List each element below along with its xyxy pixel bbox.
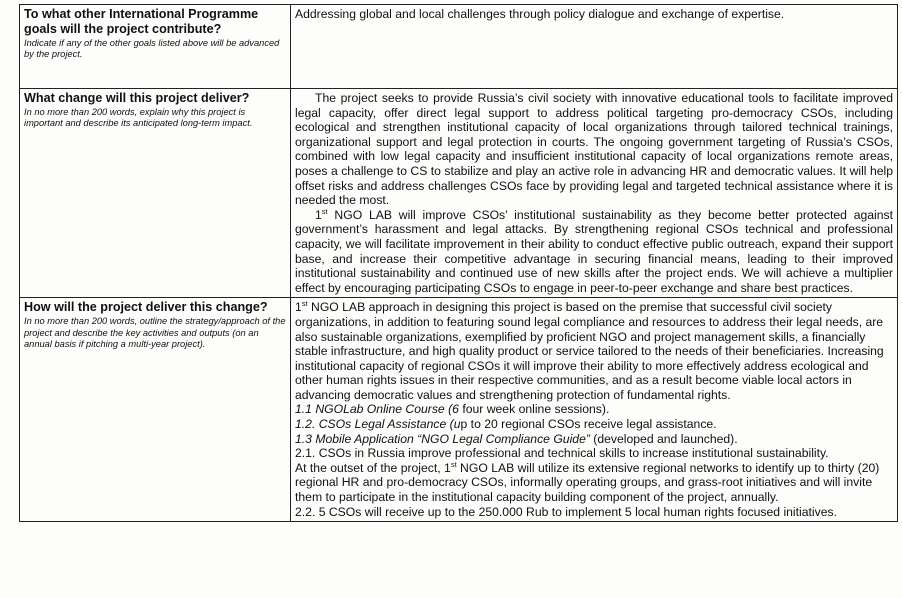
question-cell <box>20 298 291 522</box>
activity-text: p to 20 regional CSOs receive legal assistance. <box>460 417 717 432</box>
table-row <box>20 298 898 522</box>
table-row <box>20 89 898 298</box>
activity-item <box>295 417 893 432</box>
paragraph-text: NGO LAB approach in designing this project is based on the premise that successful civil society organizations, in addition to featuring sound legal compliance and resources to address their legal needs, are also sustainable organizations, exemplified by proficient NGO and project management skills, a financially stable infrastructure, and high quality product or service tailored to the needs of their beneficiaries. Increasing institutional capacity of regional CSOs it will improve their ability to more effectively address ecological and other human rights issues in their respective communities, and as a result become viable local actors in advancing democratic values and strengthening protection of fundamental rights. <box>295 300 884 402</box>
paragraph-text: At the outset of the project, 1 <box>295 460 451 475</box>
ordinal-suffix: st <box>301 299 308 309</box>
ordinal-number: 1 <box>295 300 302 315</box>
question-cell <box>20 5 291 89</box>
activity-text: four week online sessions). <box>458 402 610 417</box>
paragraph-text: NGO LAB will utilize its extensive regional networks to identify up to thirty (20) regional HR and pro-democracy CSOs, informally operating groups, and grass-root initiatives and will invite them to participate in the institutional capacity building component of the project, annually. <box>295 460 880 505</box>
answer-text: Addressing global and local challenges through policy dialogue and exchange of expertise. <box>295 7 785 21</box>
proposal-form-table <box>19 4 898 522</box>
activity-paren: (6 <box>444 402 459 417</box>
answer-paragraph: The project seeks to provide Russia’s civil society with innovative educational tools to facilitate improved legal capacity, offer direct legal support to address political targeting pro-democracy CSOs, including ecological and strengthen institutional capacity of local organizations through tailored technical trainings, organizational support and legal protection in courts. The ongoing government targeting of Russia’s CSOs, combined with low legal capacity and insufficient institutional capacity of local organizations remote areas, poses a challenge to CS to stabilize and play an active role in advancing HR and democratic values. It will help offset risks and address challenges CSOs face by providing legal and targeted technical assistance where it is needed the most. <box>295 91 893 208</box>
answer-paragraph <box>295 208 893 296</box>
question-title: To what other International Programme goals will the project contribute? <box>24 7 259 36</box>
question-hint: In no more than 200 words, explain why this project is important and describe its anticipated long-term impact. <box>24 107 253 129</box>
answer-paragraph <box>295 461 893 505</box>
question-hint: In no more than 200 words, outline the strategy/approach of the project and describe the key activities and outputs (on an annual basis if pitching a multi-year project). <box>24 316 286 349</box>
question-cell <box>20 89 291 298</box>
answer-cell <box>291 298 898 522</box>
paragraph-text: NGO LAB will improve CSOs’ institutional sustainability as they become better protected against government’s harassment and legal attacks. By strengthening regional CSOs technical and professional capacity, we will facilitate improvement in their ability to conduct effective public outreach, expand their support base, and increase their competitive advantage in securing financial means, leading to their improved institutional sustainability and continued use of new skills after the project ends. We will achieve a multiplier effect by encouraging participating CSOs to engage in peer-to-peer exchange and share best practices. <box>295 207 893 295</box>
activity-item <box>295 432 893 447</box>
activity-item <box>295 402 893 417</box>
activity-text: (developed and launched). <box>589 431 738 446</box>
table-row <box>20 5 898 89</box>
activity-label: 1.1 NGOLab Online Course <box>295 402 445 417</box>
answer-cell <box>291 5 898 89</box>
question-hint: Indicate if any of the other goals listed above will be advanced by the project. <box>24 38 280 60</box>
activity-item: 2.1. CSOs in Russia improve professional and technical skills to increase institutional sustainability. <box>295 446 829 461</box>
activity-item: 2.2. 5 CSOs will receive up to the 250.000 Rub to implement 5 local human rights focused initiatives. <box>295 504 837 519</box>
activity-label: 1.2. CSOs Legal Assistance (u <box>295 417 461 432</box>
activity-label: 1.3 Mobile Application “NGO Legal Compliance Guide” <box>295 431 590 446</box>
question-title: How will the project deliver this change? <box>24 300 268 315</box>
ordinal-suffix: st <box>321 206 328 216</box>
answer-paragraph <box>295 300 893 402</box>
ordinal-suffix: st <box>450 459 457 469</box>
ordinal-number: 1 <box>315 207 322 222</box>
question-title: What change will this project deliver? <box>24 91 250 105</box>
answer-cell <box>291 89 898 298</box>
